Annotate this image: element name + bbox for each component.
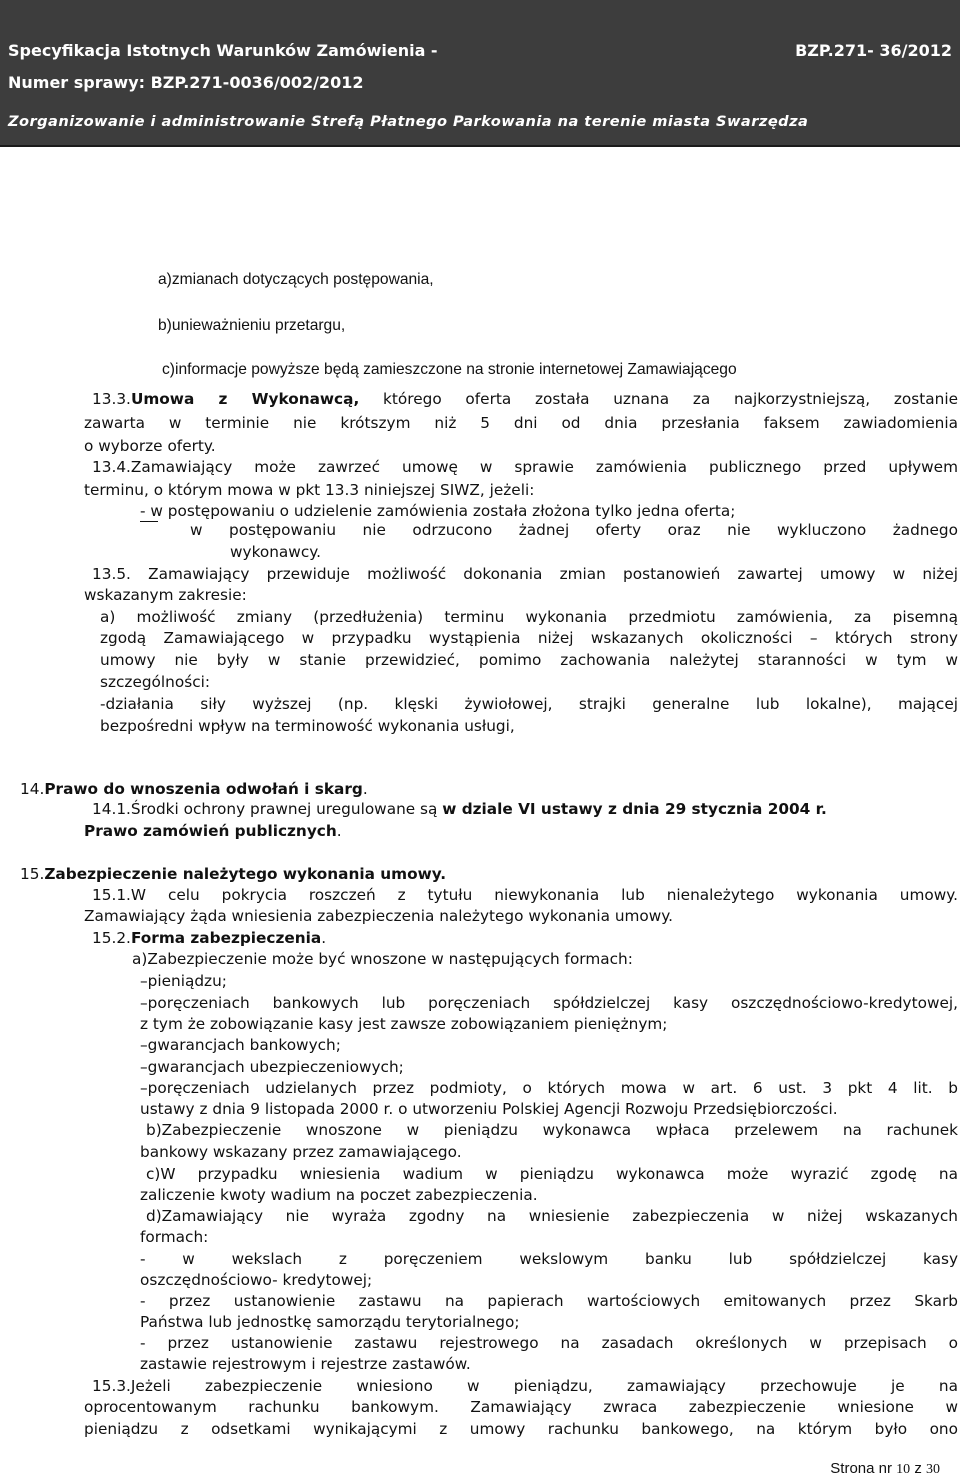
paragraph-line: wskazanym zakresie:	[84, 586, 247, 604]
list-item: oszczędnościowo- kredytowej;	[140, 1271, 373, 1289]
paragraph-line: oprocentowanym rachunku bankowym. Zamawiający zwraca zabezpieczenie wniesione w	[84, 1398, 958, 1416]
header-reference: BZP.271- 36/2012	[795, 41, 952, 60]
list-item: - w postępowaniu o udzielenie zamówienia została złożona tylko jedna oferta;	[140, 502, 736, 520]
header-case-number: Numer sprawy: BZP.271-0036/002/2012	[8, 73, 364, 92]
list-item: - przez ustanowienie zastawu rejestrowego na zasadach określonych w przepisach o	[140, 1334, 958, 1352]
paragraph-line: 15.3.Jeżeli zabezpieczenie wniesiono w pieniądzu, zamawiający przechowuje je na	[92, 1377, 958, 1395]
list-item: Państwa lub jednostkę samorządu terytorialnego;	[140, 1313, 520, 1331]
paragraph-line: Zamawiający żąda wniesienia zabezpieczenia należytego wykonania umowy.	[84, 907, 674, 925]
paragraph-line: 13.3.Umowa z Wykonawcą, którego oferta została uznana za najkorzystniejszą, zostanie	[92, 390, 958, 408]
paragraph-line: zawarta w terminie nie krótszym niż 5 dni od dnia przesłania faksem zawiadomienia	[84, 414, 958, 432]
section-heading: 15.Zabezpieczenie należytego wykonania umowy.	[20, 865, 447, 883]
list-item: b)Zabezpieczenie wnoszone w pieniądzu wykonawca wpłaca przelewem na rachunek	[146, 1121, 958, 1139]
paragraph-line: o wyborze oferty.	[84, 437, 216, 455]
paragraph-line: a) możliwość zmiany (przedłużenia) terminu wykonania przedmiotu zamówienia, za pisemną	[100, 608, 958, 626]
paragraph-line: pieniądzu z odsetkami wynikającymi z umowy rachunku bankowego, na którym było ono	[84, 1420, 958, 1438]
paragraph-line: zgodą Zamawiającego w przypadku wystąpienia niżej wskazanych okoliczności – których strony	[100, 629, 958, 647]
list-item: –gwarancjach ubezpieczeniowych;	[140, 1058, 404, 1076]
list-item: –poręczeniach bankowych lub poręczeniach spółdzielczej kasy oszczędnościowo-kredytowej,	[140, 994, 958, 1012]
paragraph-line: 15.1.W celu pokrycia roszczeń z tytułu niewykonania lub nienależytego wykonania umowy.	[92, 886, 958, 904]
list-item: z tym że zobowiązanie kasy jest zawsze zobowiązaniem pieniężnym;	[140, 1015, 668, 1033]
list-item: d)Zamawiający nie wyraża zgodny na wniesienie zabezpieczenia w niżej wskazanych	[146, 1207, 958, 1225]
list-item: wykonawcy.	[230, 543, 321, 561]
list-item: w postępowaniu nie odrzucono żadnej oferty oraz nie wykluczono żadnego	[190, 521, 958, 539]
paragraph-line: terminu, o którym mowa w pkt 13.3 niniejszej SIWZ, jeżeli:	[84, 481, 535, 499]
paragraph-line: Prawo zamówień publicznych.	[84, 822, 342, 840]
paragraph-line: umowy nie były w stanie przewidzieć, pomimo zachowania należytej staranności w tym w	[100, 651, 958, 669]
header-subject: Zorganizowanie i administrowanie Strefą Płatnego Parkowania na terenie miasta Swarzędza	[8, 113, 809, 130]
list-item: a)Zabezpieczenie może być wnoszone w następujących formach:	[132, 950, 633, 968]
paragraph-line: bezpośredni wpływ na terminowość wykonania usługi,	[100, 717, 515, 735]
page-number: Strona nr 10 z 30	[830, 1460, 940, 1477]
paragraph-line: 15.2.Forma zabezpieczenia.	[92, 929, 327, 947]
paragraph-line: 14.1.Środki ochrony prawnej uregulowane są w dziale VI ustawy z dnia 29 stycznia 2004 r.	[92, 800, 827, 818]
list-item: c)W przypadku wniesienia wadium w pieniądzu wykonawca może wyrazić zgodę na	[146, 1165, 958, 1183]
paragraph-line: 13.5. Zamawiający przewiduje możliwość dokonania zmian postanowień zawartej umowy w niżej	[92, 565, 958, 583]
list-item: ustawy z dnia 9 listopada 2000 r. o utworzeniu Polskiej Agencji Rozwoju Przedsiębiorczości.	[140, 1100, 838, 1118]
paragraph-line: 13.4.Zamawiający może zawrzeć umowę w sprawie zamówienia publicznego przed upływem	[92, 458, 958, 476]
list-item: c)informacje powyższe będą zamieszczone na stronie internetowej Zamawiającego	[162, 361, 737, 378]
paragraph-line: -działania siły wyższej (np. klęski żywiołowej, strajki generalne lub lokalne), mającej	[100, 695, 958, 713]
paragraph-line: szczególności:	[100, 673, 211, 691]
list-item: –poręczeniach udzielanych przez podmioty, o których mowa w art. 6 ust. 3 pkt 4 lit. b	[140, 1079, 958, 1097]
list-item: –gwarancjach bankowych;	[140, 1036, 341, 1054]
list-item: formach:	[140, 1228, 209, 1246]
list-item: zastawie rejestrowym i rejestrze zastawów.	[140, 1355, 471, 1373]
section-heading: 14.Prawo do wnoszenia odwołań i skarg.	[20, 780, 368, 798]
list-item: - przez ustanowienie zastawu na papierach wartościowych emitowanych przez Skarb	[140, 1292, 958, 1310]
list-item: b)unieważnieniu przetargu,	[158, 317, 346, 334]
bold-phrase: Umowa z Wykonawcą,	[130, 390, 360, 408]
list-item: zaliczenie kwoty wadium na poczet zabezpieczenia.	[140, 1186, 538, 1204]
list-item: bankowy wskazany przez zamawiającego.	[140, 1143, 462, 1161]
list-item: - w wekslach z poręczeniem wekslowym banku lub spółdzielczej kasy	[140, 1250, 958, 1268]
list-item: a)zmianach dotyczących postępowania,	[158, 271, 434, 288]
header-title: Specyfikacja Istotnych Warunków Zamówienia -	[8, 41, 438, 60]
list-item: –pieniądzu;	[140, 972, 227, 990]
dash-mark	[140, 521, 158, 522]
